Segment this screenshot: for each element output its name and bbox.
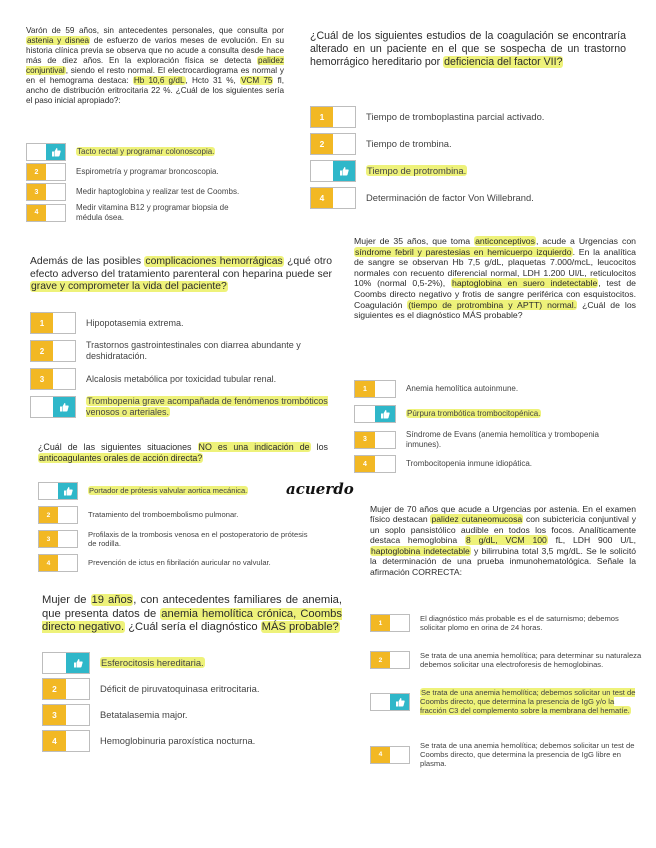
option-number: 1 — [31, 313, 53, 333]
answer-option[interactable] — [30, 368, 336, 390]
option-number — [355, 406, 375, 422]
highlighted-text: 19 años — [91, 594, 133, 606]
stem-text: Además de las posibles — [30, 256, 145, 267]
option-number: 2 — [39, 507, 58, 523]
option-number: 3 — [39, 531, 58, 547]
option-text: Déficit de piruvatoquinasa eritrocitaria. — [100, 683, 260, 695]
question-1-stem — [26, 26, 284, 106]
stem-text: los — [310, 442, 328, 452]
thumbs-up-icon — [46, 144, 65, 160]
empty-check-slot — [390, 652, 409, 668]
option-text: Anemia hemolítica autoinmune. — [406, 384, 519, 394]
option-number: 1 — [311, 107, 333, 127]
answer-option[interactable] — [42, 678, 320, 700]
answer-selector[interactable] — [38, 554, 78, 572]
option-text: Medir vitamina B12 y programar biopsia de médula ósea. — [76, 203, 229, 222]
answer-option[interactable] — [26, 163, 256, 181]
highlighted-text: deficiencia del factor VII? — [444, 55, 563, 68]
option-number — [39, 483, 58, 499]
option-number: 4 — [355, 456, 375, 472]
answer-selector[interactable] — [310, 160, 356, 182]
option-text: El diagnóstico más probable es el de saturnismo; debemos solicitar plomo en orina de 24 horas. — [420, 614, 619, 633]
option-text: Portador de prótesis valvular aortica mecánica. — [89, 486, 248, 496]
question-6-stem — [370, 504, 636, 577]
option-text: Síndrome de Evans (anemia hemolítica y trombopenia inmunes). — [406, 430, 599, 449]
answer-selector[interactable] — [354, 455, 396, 473]
empty-check-slot — [46, 184, 65, 200]
empty-check-slot — [375, 456, 395, 472]
answer-selector[interactable] — [310, 187, 356, 209]
option-text: Tiempo de trombina. — [366, 138, 452, 150]
empty-check-slot — [333, 188, 355, 208]
option-number — [371, 694, 390, 710]
answer-selector[interactable] — [354, 405, 396, 423]
answer-selector[interactable] — [26, 163, 66, 181]
option-text: Se trata de una anemia hemolítica; debemos solicitar un test de Coombs directo, que determina la presencia de IgG y/o la fracción C3 del complemento sobre la membrana del hematíe. — [420, 688, 636, 716]
thumbs-up-icon — [58, 483, 77, 499]
option-text: Tiempo de tromboplastina parcial activado. — [366, 111, 545, 123]
answer-selector[interactable] — [42, 704, 90, 726]
stem-text: Mujer de — [42, 594, 91, 606]
option-number: 2 — [311, 134, 333, 154]
highlighted-text: (tiempo de protrombina y APTT) normal. — [408, 299, 577, 310]
stem-text: con subictericia conjuntival y un soplo pansistólico audible en todos los focos. Analíticamente destaca hemoglobina — [370, 514, 637, 546]
option-number — [311, 161, 333, 181]
answer-selector[interactable] — [38, 482, 78, 500]
answer-option[interactable] — [38, 482, 308, 500]
answer-selector[interactable] — [38, 530, 78, 548]
option-text: Trombocitopenia inmune idiopática. — [406, 459, 532, 469]
answer-selector[interactable] — [42, 652, 90, 674]
option-text: Determinación de factor Von Willebrand. — [366, 192, 534, 204]
empty-check-slot — [58, 555, 77, 571]
thumbs-up-icon — [375, 406, 395, 422]
answer-option[interactable] — [42, 730, 320, 752]
option-number: 4 — [39, 555, 58, 571]
highlighted-text: palidez cutaneomucosa — [431, 514, 523, 525]
empty-check-slot — [390, 747, 409, 763]
option-text: Tiempo de protrombina. — [367, 165, 467, 177]
handwritten-signature: acuerdo — [286, 480, 354, 498]
highlighted-text: anticonceptivos — [475, 236, 535, 246]
option-text: Se trata de una anemia hemolítica; para determinar su naturaleza debemos solicitar una electroforesis de hemoglobinas. — [420, 651, 642, 670]
highlighted-text: MÁS probable? — [261, 621, 339, 634]
option-text: Prevención de ictus en fibrilación auricular no valvular. — [88, 558, 271, 568]
answer-option[interactable] — [370, 614, 642, 632]
question-3-stem — [30, 256, 332, 294]
option-text: Profilaxis de la trombosis venosa en el postoperatorio de prótesis de rodilla. — [88, 530, 308, 549]
empty-check-slot — [390, 615, 409, 631]
answer-option[interactable] — [38, 554, 308, 572]
stem-text: , siendo el resto normal. El electrocardiograma es normal y en el hemograma destaca: — [26, 66, 284, 85]
highlighted-text: grave y comprometer la vida del paciente? — [31, 281, 227, 293]
option-number: 4 — [311, 188, 333, 208]
option-number: 3 — [43, 705, 66, 725]
option-text: Alcalosis metabólica por toxicidad tubular renal. — [86, 373, 277, 384]
stem-text: Mujer de 35 años, que toma — [354, 236, 475, 246]
question-7-stem — [42, 594, 342, 635]
answer-option[interactable] — [370, 688, 642, 715]
highlighted-text: palidez conjuntival — [26, 56, 284, 75]
option-number: 3 — [31, 369, 53, 389]
empty-check-slot — [66, 731, 89, 751]
answer-option[interactable] — [30, 396, 336, 418]
empty-check-slot — [53, 369, 75, 389]
answer-selector[interactable] — [30, 340, 76, 362]
stem-text: , test de Coombs directo negativo y frotis de sangre periférica con esquistocitos. Coagulación — [354, 278, 636, 310]
stem-text: fL, LDH 900 U/L, — [547, 535, 636, 546]
answer-option[interactable] — [354, 430, 631, 449]
option-number: 2 — [31, 341, 53, 361]
answer-option[interactable] — [354, 455, 631, 473]
option-text: Hemoglobinuria paroxística nocturna. — [100, 735, 256, 747]
empty-check-slot — [46, 205, 65, 221]
option-number — [27, 144, 46, 160]
empty-check-slot — [375, 432, 395, 448]
answer-option[interactable] — [26, 183, 256, 201]
stem-text: de esfuerzo de varios meses de evolución. En su historia clínica previa se observa que no acude a consulta desde hace más de diez años. En la exploración física se detecta — [26, 36, 284, 65]
answer-selector[interactable] — [30, 312, 76, 334]
empty-check-slot — [46, 164, 65, 180]
thumbs-up-icon — [333, 161, 355, 181]
answer-option[interactable] — [38, 506, 308, 524]
option-text: Betatalasemia major. — [100, 709, 188, 721]
empty-check-slot — [53, 313, 75, 333]
stem-text: ¿Cuál de los siguientes estudios de la coagulación se encontraría alterado en un paciente en el que se sospecha de un trastorno hemorrágico hereditario por — [310, 30, 626, 68]
option-text: Trombopenia grave acompañada de fenómenos trombóticos venosos o arteriales. — [86, 396, 328, 417]
stem-text: ¿Cuál de los siguientes es el diagnóstico MÁS probable? — [354, 299, 636, 321]
answer-option[interactable] — [42, 652, 320, 674]
empty-check-slot — [375, 381, 395, 397]
option-number — [43, 653, 66, 673]
answer-option[interactable] — [310, 160, 616, 182]
answer-option[interactable] — [370, 651, 642, 669]
stem-text: , acude a Urgencias con — [535, 236, 636, 246]
highlighted-text: NO es una indicación de — [198, 442, 310, 452]
highlighted-text: 8 g/dL, VCM 100 — [465, 535, 547, 546]
answer-option[interactable] — [310, 187, 616, 209]
empty-check-slot — [333, 107, 355, 127]
answer-option[interactable] — [310, 133, 616, 155]
option-text: Tacto rectal y programar colonoscopia. — [77, 147, 215, 157]
highlighted-text: anticoagulantes orales de acción directa? — [39, 452, 203, 463]
stem-text: ¿Cuál de las siguientes situaciones — [38, 442, 198, 452]
option-text: Se trata de una anemia hemolítica; debemos solicitar un test de Coombs directo, que determina la presencia de IgG libre en plasma. — [420, 741, 635, 769]
empty-check-slot — [333, 134, 355, 154]
answer-selector[interactable] — [370, 614, 410, 632]
empty-check-slot — [66, 679, 89, 699]
stem-text: y bilirrubina total 3,5 mg/dL. Se le solicitó la determinación de una prueba inmunohematológica. Señale la afirmación CORRECTA: — [370, 545, 636, 577]
highlighted-text: astenia y disnea — [27, 36, 90, 45]
highlighted-text: complicaciones hemorrágicas — [145, 256, 283, 267]
option-text: Medir haptoglobina y realizar test de Coombs. — [76, 187, 240, 197]
option-number: 4 — [371, 747, 390, 763]
empty-check-slot — [53, 341, 75, 361]
answer-selector[interactable] — [354, 431, 396, 449]
answer-option[interactable] — [30, 340, 336, 362]
option-number: 4 — [27, 205, 46, 221]
stem-text: Mujer de 70 años que acude a Urgencias por astenia. En el examen físico destacan — [370, 504, 636, 525]
answer-option[interactable] — [310, 106, 616, 128]
answer-option[interactable] — [42, 704, 320, 726]
question-4-stem — [354, 236, 636, 321]
thumbs-up-icon — [390, 694, 409, 710]
option-number: 3 — [355, 432, 375, 448]
answer-selector[interactable] — [42, 730, 90, 752]
option-number: 2 — [27, 164, 46, 180]
highlighted-text: haptoglobina indetectable — [371, 545, 470, 556]
empty-check-slot — [66, 705, 89, 725]
stem-text: , con antecedentes familiares de anemia, que presenta datos de — [42, 594, 343, 620]
question-5-stem — [38, 442, 328, 464]
highlighted-text: haptoglobina en suero indetectable — [452, 278, 598, 289]
answer-selector[interactable] — [310, 133, 356, 155]
option-text: Hipopotasemia extrema. — [86, 317, 184, 328]
option-number: 4 — [43, 731, 66, 751]
highlighted-text: anemia hemolítica crónica, Coombs directo negativo. — [42, 607, 342, 634]
stem-text: . En la analítica de sangre se observan Hb 7,5 g/dL, plaquetas 7.000/mcL, leucocitos normales con recuento diferencial normal, LDH 1.200 UI/L, reticulocitos 10% (normal 0,5-2%), — [354, 246, 637, 289]
answer-option[interactable] — [26, 143, 256, 161]
stem-text: ¿qué otro efecto adverso del tratamiento parenteral con heparina puede ser — [30, 256, 332, 280]
highlighted-text: Hb 10,6 g/dL — [133, 76, 185, 85]
stem-text: fl, ancho de distribución eritrocitaria 22 %. ¿Cuál de los siguientes sería el paso inicial apropiado?: — [26, 76, 284, 105]
thumbs-up-icon — [66, 653, 89, 673]
stem-text: , Hcto 31 %, — [185, 76, 240, 85]
answer-option[interactable] — [38, 530, 308, 548]
answer-option[interactable] — [354, 405, 631, 423]
answer-option[interactable] — [370, 741, 642, 768]
answer-option[interactable] — [354, 380, 631, 398]
answer-selector[interactable] — [30, 368, 76, 390]
empty-check-slot — [58, 531, 77, 547]
answer-selector[interactable] — [370, 693, 410, 711]
option-number: 1 — [371, 615, 390, 631]
stem-text: Varón de 59 años, sin antecedentes personales, que consulta por — [26, 26, 284, 35]
answer-selector[interactable] — [30, 396, 76, 418]
option-text: Púrpura trombótica trombocitopénica. — [407, 409, 541, 419]
option-number: 1 — [355, 381, 375, 397]
option-text: Trastornos gastrointestinales con diarrea abundante y deshidratación. — [86, 340, 301, 361]
stem-text: ¿Cuál sería el diagnóstico — [125, 621, 261, 634]
highlighted-text: síndrome febril y parestesias en hemicuerpo izquierdo — [355, 246, 572, 257]
option-number: 3 — [27, 184, 46, 200]
answer-selector[interactable] — [26, 204, 66, 222]
thumbs-up-icon — [53, 397, 75, 417]
answer-selector[interactable] — [370, 746, 410, 764]
option-text: Tratamiento del tromboembolismo pulmonar. — [88, 510, 239, 520]
question-2-stem — [310, 30, 626, 69]
answer-selector[interactable] — [38, 506, 78, 524]
answer-selector[interactable] — [26, 143, 66, 161]
option-number — [31, 397, 53, 417]
highlighted-text: VCM 75 — [240, 76, 273, 85]
answer-selector[interactable] — [310, 106, 356, 128]
answer-selector[interactable] — [42, 678, 90, 700]
answer-selector[interactable] — [370, 651, 410, 669]
option-number: 2 — [371, 652, 390, 668]
answer-selector[interactable] — [354, 380, 396, 398]
answer-option[interactable] — [30, 312, 336, 334]
option-text: Esferocitosis hereditaria. — [101, 657, 204, 669]
empty-check-slot — [58, 507, 77, 523]
option-number: 2 — [43, 679, 66, 699]
option-text: Espirometría y programar broncoscopia. — [76, 167, 219, 177]
answer-selector[interactable] — [26, 183, 66, 201]
answer-option[interactable] — [26, 203, 256, 222]
